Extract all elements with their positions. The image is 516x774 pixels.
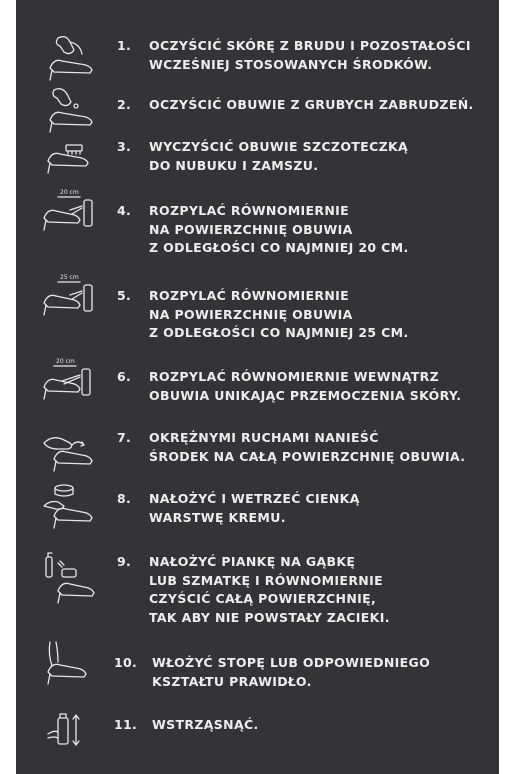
hand-cleaning-shoe-icon: [40, 82, 96, 138]
cream-jar-shoe-icon: [40, 478, 96, 534]
step-number: 10.: [114, 655, 138, 670]
step-number: 4.: [117, 203, 132, 218]
circular-application-icon: [40, 423, 96, 479]
step-text: ROZPYLAĆ RÓWNOMIERNIE WEWNĄTRZ OBUWIA UNIKAJĄC PRZEMOCZENIA SKÓRY.: [149, 369, 462, 403]
brush-shoe-icon: [40, 131, 96, 187]
step-text: OKRĘŻNYMI RUCHAMI NANIEŚĆ ŚRODEK NA CAŁĄ POWIERZCHNIĘ OBUWIA.: [149, 430, 466, 464]
step-text: OCZYŚCIĆ OBUWIE Z GRUBYCH ZABRUDZEŃ.: [149, 97, 474, 112]
shake-can-icon: [40, 704, 96, 760]
step-number: 9.: [117, 554, 132, 569]
spray-inside-shoe-icon: [40, 353, 96, 409]
step-text: WŁOŻYĆ STOPĘ LUB ODPOWIEDNIEGO KSZTAŁTU PRAWIDŁO.: [152, 655, 431, 689]
step-text: NAŁOŻYĆ I WETRZEĆ CIENKĄ WARSTWĘ KREMU.: [149, 491, 360, 525]
step-text: NAŁOŻYĆ PIANKĘ NA GĄBKĘ LUB SZMATKĘ I RÓWNOMIERNIE CZYŚCIĆ CAŁĄ POWIERZCHNIĘ, TAK ABY NIE POWSTAŁY ZACIEKI.: [149, 554, 390, 625]
spray-shoe-icon: [40, 269, 96, 325]
instructions-panel: [16, 0, 499, 774]
step-number: 2.: [117, 97, 132, 112]
step-number: 5.: [117, 288, 132, 303]
step-number: 3.: [117, 139, 132, 154]
step-number: 8.: [117, 491, 132, 506]
shoe-tree-icon: [40, 638, 96, 694]
step-text: WYCZYŚCIĆ OBUWIE SZCZOTECZKĄ DO NUBUKU I ZAMSZU.: [149, 139, 409, 173]
step-text: WSTRZĄSNĄĆ.: [152, 717, 259, 732]
step-number: 7.: [117, 430, 132, 445]
foam-sponge-icon: [40, 549, 96, 605]
spray-shoe-icon: [40, 184, 96, 240]
step-number: 11.: [114, 717, 138, 732]
step-number: 6.: [117, 369, 132, 384]
svg-text:20 cm: 20 cm: [60, 189, 79, 196]
hand-wiping-shoe-icon: [40, 28, 96, 84]
svg-text:20 cm: 20 cm: [56, 358, 75, 365]
step-text: ROZPYLAĆ RÓWNOMIERNIE NA POWIERZCHNIĘ OBUWIA Z ODLEGŁOŚCI CO NAJMNIEJ 20 CM.: [149, 203, 409, 256]
svg-text:25 cm: 25 cm: [60, 274, 79, 281]
step-text: OCZYŚCIĆ SKÓRĘ Z BRUDU I POZOSTAŁOŚCI WCZEŚNIEJ STOSOWANYCH ŚRODKÓW.: [149, 38, 471, 72]
step-number: 1.: [117, 38, 132, 53]
step-text: ROZPYLAĆ RÓWNOMIERNIE NA POWIERZCHNIĘ OBUWIA Z ODLEGŁOŚCI CO NAJMNIEJ 25 CM.: [149, 288, 409, 341]
